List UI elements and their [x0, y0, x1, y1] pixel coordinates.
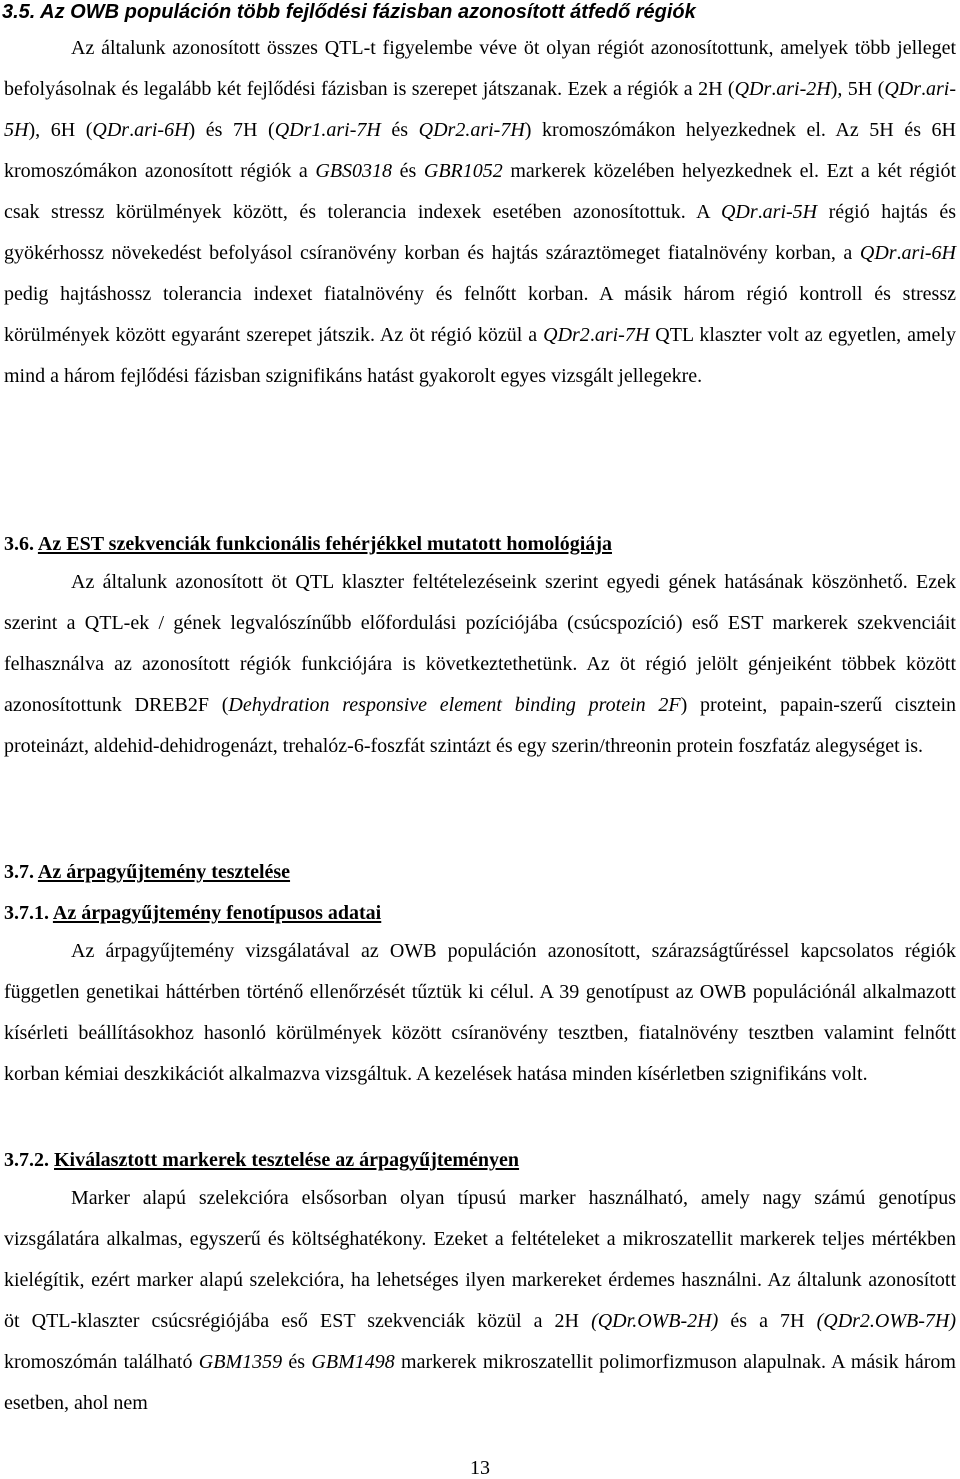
section-heading-3-5: 3.5. Az OWB populáción több fejlődési fázisban azonosított átfedő régiók [2, 1, 696, 23]
paragraph-phenotypic-data: Az árpagyűjtemény vizsgálatával az OWB populáción azonosított, szárazságtűréssel kapcsolatos régiók független genetikai háttérben történő ellenőrzését tűztük ki célul. A 39 genotípust az OWB populációnál alkalmazott kísérleti beállításokhoz hasonló körülmények között csíranövény tesztben, fiatalnövény tesztben valamint felnőtt korban kémiai deszkikációt alkalmazva vizsgáltuk. A kezelések hatása minden kísérletben szignifikáns volt. [4, 940, 956, 1085]
paragraph-est-homology: Az általunk azonosított öt QTL klaszter feltételezéseink szerint egyedi gének hatásának köszönhető. Ezek szerint a QTL-ek / gének legvalószínűbb előfordulási pozíciójába (csúcspozíció) eső EST markerek szekvenciáit felhasználva az azonosított régiók funkciójára is következtethetünk. Az öt régió jelölt génjeiként többek között azonosítottunk DREB2F (Dehydration responsive element binding protein 2F) proteint, papain-szerű cisztein proteinázt, aldehid-dehidrogenázt, trehalóz-6-foszfát szintázt és egy szerin/threonin protein foszfatáz alegységet is. [4, 571, 957, 757]
section-heading-3-7: 3.7. Az árpagyűjtemény tesztelése [4, 861, 291, 883]
section-heading-3-7-1: 3.7.1. Az árpagyűjtemény fenotípusos adatai [4, 902, 382, 924]
paragraph-marker-testing: Marker alapú szelekcióra elsősorban olyan típusú marker használható, amely nagy számú genotípus vizsgálatára alkalmas, egyszerű és költséghatékony. Ezeket a feltételeket a mikroszatellit markerek teljes mértékben kielégítik, ezért marker alapú szelekcióra, ha lehetséges ilyen markereket érdemes használni. Az általunk azonosított öt QTL-klaszter csúcsrégiójába eső EST szekvenciák közül a 2H (QDr.OWB-2H) és a 7H (QDr2.OWB-7H) kromoszómán található GBM1359 és GBM1498 markerek mikroszatellit polimorfizmuson alapulnak. A másik három esetben, ahol nem [4, 1187, 957, 1414]
section-heading-3-6: 3.6. Az EST szekvenciák funkcionális fehérjékkel mutatott homológiája [4, 533, 612, 555]
paragraph-overlapping-regions: Az általunk azonosított összes QTL-t figyelembe véve öt olyan régiót azonosítottunk, amelyek több jelleget befolyásolnak és legalább két fejlődési fázisban is szerepet játszanak. Ezek a régiók a 2H (QDr.ari-2H), 5H (QDr.ari-5H), 6H (QDr.ari-6H) és 7H (QDr1.ari-7H és QDr2.ari-7H) kromoszómákon helyezkednek el. Az 5H és 6H kromoszómákon azonosított régiók a GBS0318 és GBR1052 markerek közelében helyezkednek el. Ezt a két régiót csak stressz körülmények között, és tolerancia indexek esetében azonosítottuk. A QDr.ari-5H régió hajtás és gyökérhossz növekedést befolyásol csíranövény korban és hajtás száraztömeget fiatalnövény korban, a QDr.ari-6H pedig hajtáshossz tolerancia indexet fiatalnövény és felnőtt korban. A másik három régió kontroll és stressz körülmények között egyaránt szerepet játszik. Az öt régió közül a QDr2.ari-7H QTL klaszter volt az egyetlen, amely mind a három fejlődési fázisban szignifikáns hatást gyakorolt egyes vizsgált jellegekre. [4, 37, 957, 387]
section-heading-3-7-2: 3.7.2. Kiválasztott markerek tesztelése az árpagyűjteményen [4, 1149, 520, 1171]
page-number: 13 [470, 1457, 490, 1479]
